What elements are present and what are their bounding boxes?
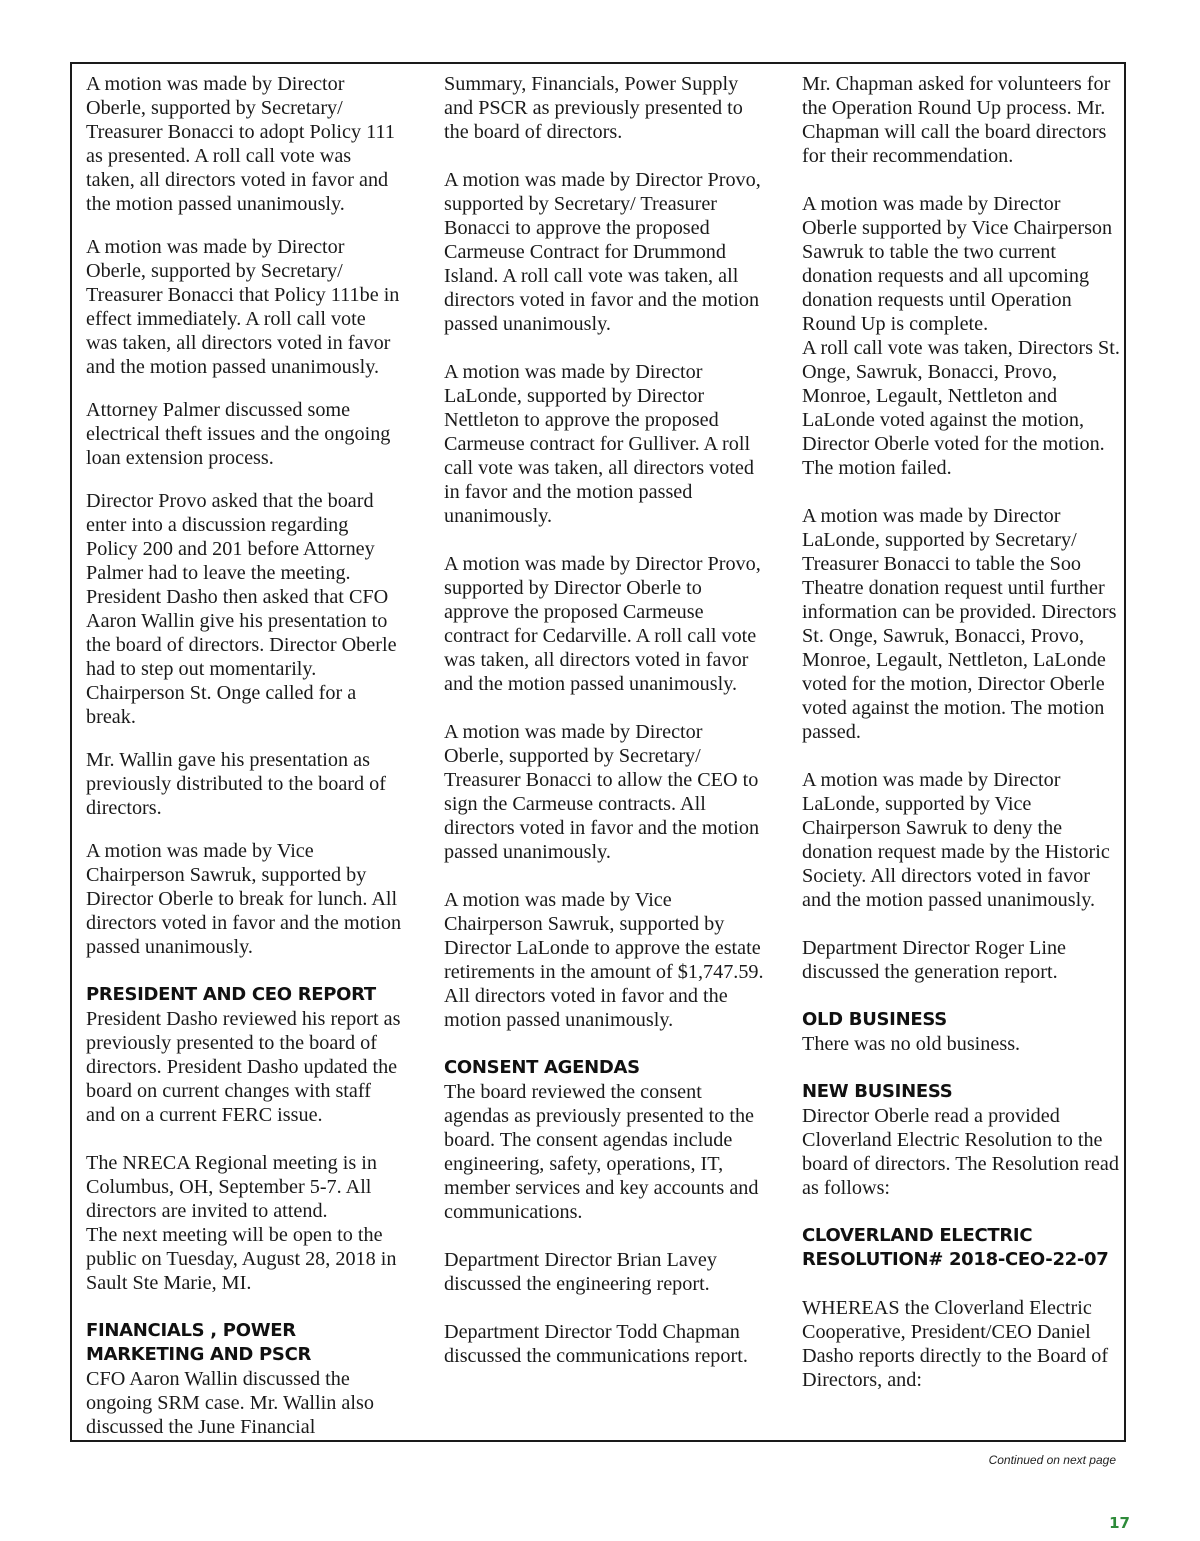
paragraph: A motion was made by Director Oberle, supported by Secretary/ Treasurer Bonacci to adopt Policy 111 as presented. A roll call vote was taken, all directors voted in favor and the motion passed unanimously.	[86, 73, 395, 215]
section-heading: PRESIDENT AND CEO REPORT	[86, 984, 376, 1005]
paragraph: President Dasho reviewed his report as previously presented to the board of directors. President Dasho updated the board on current changes with staff and on a current FERC issue.	[86, 1008, 401, 1126]
paragraph: A motion was made by Vice Chairperson Sawruk, supported by Director LaLonde to approve the estate retirements in the amount of $1,747.59. All directors voted in favor and the motion passed unanimously.	[444, 889, 764, 1031]
paragraph: WHEREAS the Cloverland Electric Cooperative, President/CEO Daniel Dasho reports directly to the Board of Directors, and:	[802, 1297, 1109, 1391]
paragraph: The NRECA Regional meeting is in Columbus, OH, September 5-7. All directors are invited to attend.	[86, 1152, 378, 1222]
paragraph: Director Oberle read a provided Cloverland Electric Resolution to the board of directors. The Resolution read as follows:	[802, 1105, 1119, 1199]
paragraph: A motion was made by Director LaLonde, supported by Director Nettleton to approve the proposed Carmeuse contract for Gulliver. A roll call vote was taken, all directors voted in favor and the motion passed unanimously.	[444, 361, 754, 527]
paragraph: Department Director Roger Line discussed the generation report.	[802, 937, 1067, 983]
paragraph: Mr. Wallin gave his presentation as previously distributed to the board of directors.	[86, 749, 386, 819]
paragraph: Department Director Todd Chapman discussed the communications report.	[444, 1321, 748, 1367]
column-2	[444, 72, 766, 1368]
paragraph: A motion was made by Director Oberle supported by Vice Chairperson Sawruk to table the two current donation requests and all upcoming donation requests until Operation Round Up is complete.	[802, 193, 1113, 335]
paragraph: A roll call vote was taken, Directors St. Onge, Sawruk, Bonacci, Provo, Monroe, Legault, Nettleton and LaLonde voted against the motion, Director Oberle voted for the motion. The motion failed.	[802, 337, 1120, 479]
section-heading: CONSENT AGENDAS	[444, 1057, 640, 1078]
section-heading: FINANCIALS , POWER MARKETING AND PSCR	[86, 1320, 312, 1365]
paragraph: Summary, Financials, Power Supply and PSCR as previously presented to the board of directors.	[444, 73, 743, 143]
continued-note: Continued on next page	[988, 1453, 1116, 1467]
paragraph: A motion was made by Director Provo, supported by Secretary/ Treasurer Bonacci to approve the proposed Carmeuse Contract for Drummond Island. A roll call vote was taken, all directors voted in favor and the motion passed unanimously.	[444, 169, 761, 335]
paragraph: Attorney Palmer discussed some electrical theft issues and the ongoing loan extension process.	[86, 399, 391, 469]
column-3	[802, 72, 1120, 1392]
paragraph: A motion was made by Director Provo, supported by Director Oberle to approve the proposed Carmeuse contract for Cedarville. A roll call vote was taken, all directors voted in favor and the motion passed unanimously.	[444, 553, 761, 695]
section-heading: NEW BUSINESS	[802, 1081, 953, 1102]
paragraph: The next meeting will be open to the public on Tuesday, August 28, 2018 in Sault Ste Marie, MI.	[86, 1224, 397, 1294]
paragraph: Mr. Chapman asked for volunteers for the Operation Round Up process. Mr. Chapman will call the board directors for their recommendation.	[802, 73, 1111, 167]
paragraph: Director Provo asked that the board enter into a discussion regarding Policy 200 and 201 before Attorney Palmer had to leave the meeting. President Dasho then asked that CFO Aaron Wallin give his presentation to the board of directors. Director Oberle had to step out momentarily. Chairperson St. Onge called for a break.	[86, 490, 397, 728]
paragraph: A motion was made by Director LaLonde, supported by Secretary/ Treasurer Bonacci to table the Soo Theatre donation request until further information can be provided. Directors St. Onge, Sawruk, Bonacci, Provo, Monroe, Legault, Nettleton, LaLonde voted for the motion, Director Oberle voted against the motion. The motion passed.	[802, 505, 1117, 743]
paragraph: A motion was made by Director LaLonde, supported by Vice Chairperson Sawruk to deny the donation request made by the Historic Society. All directors voted in favor and the motion passed unanimously.	[802, 769, 1110, 911]
paragraph: A motion was made by Vice Chairperson Sawruk, supported by Director Oberle to break for lunch. All directors voted in favor and the motion passed unanimously.	[86, 840, 402, 958]
column-1	[86, 72, 402, 1439]
paragraph: CFO Aaron Wallin discussed the ongoing SRM case. Mr. Wallin also discussed the June Financial	[86, 1368, 374, 1438]
paragraph: There was no old business.	[802, 1033, 1021, 1055]
paragraph: Department Director Brian Lavey discussed the engineering report.	[444, 1249, 717, 1295]
paragraph: A motion was made by Director Oberle, supported by Secretary/ Treasurer Bonacci to allow the CEO to sign the Carmeuse contracts. All directors voted in favor and the motion passed unanimously.	[444, 721, 760, 863]
section-heading: CLOVERLAND ELECTRIC RESOLUTION# 2018-CEO-22-07	[802, 1225, 1109, 1270]
section-heading: OLD BUSINESS	[802, 1009, 947, 1030]
paragraph: A motion was made by Director Oberle, supported by Secretary/ Treasurer Bonacci that Policy 111be in effect immediately. A roll call vote was taken, all directors voted in favor and the motion passed unanimously.	[86, 236, 400, 378]
page-number: 17	[1109, 1514, 1130, 1532]
paragraph: The board reviewed the consent agendas as previously presented to the board. The consent agendas include engineering, safety, operations, IT, member services and key accounts and communications.	[444, 1081, 759, 1223]
